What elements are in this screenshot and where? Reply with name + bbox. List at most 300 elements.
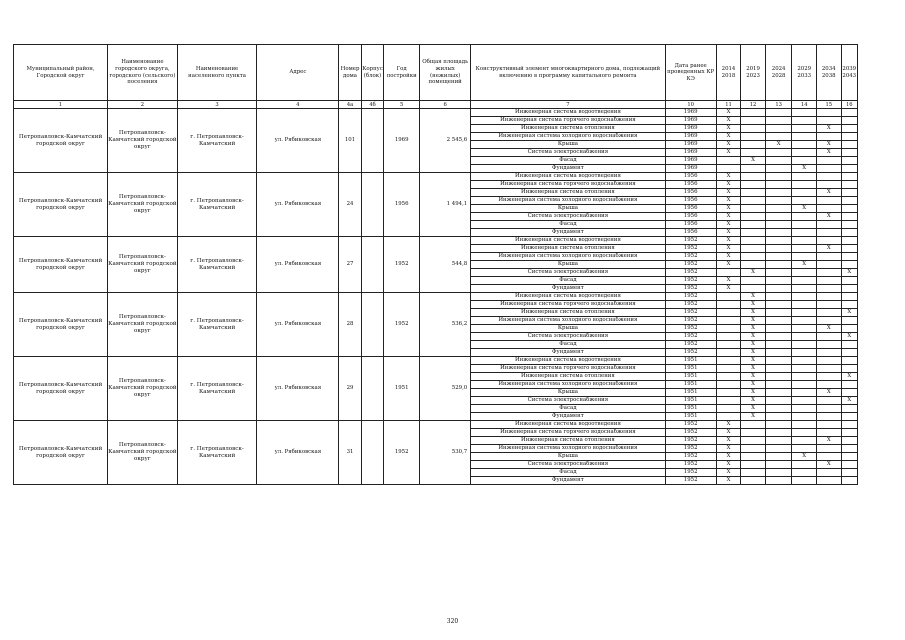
period-mark-cell xyxy=(792,213,817,221)
column-number: 16 xyxy=(841,101,857,109)
period-mark-cell: X xyxy=(716,205,741,213)
period-mark-cell: X xyxy=(716,181,741,189)
period-mark-cell: X xyxy=(816,149,841,157)
structural-element-cell: Крыша xyxy=(471,453,665,461)
period-mark-cell xyxy=(792,269,817,277)
period-mark-cell xyxy=(792,181,817,189)
period-mark-cell xyxy=(741,125,766,133)
period-mark-cell: X xyxy=(841,373,857,381)
period-mark-cell: X xyxy=(716,277,741,285)
settlement-cell: Петропавловск-Камчатский городской округ xyxy=(108,109,178,173)
period-mark-cell xyxy=(741,421,766,429)
period-mark-cell xyxy=(816,477,841,485)
period-mark-cell xyxy=(716,373,741,381)
structural-element-cell: Крыша xyxy=(471,325,665,333)
period-mark-cell xyxy=(816,469,841,477)
table-row xyxy=(14,237,858,245)
header-address: Адрес xyxy=(257,45,339,101)
period-mark-cell xyxy=(816,373,841,381)
address-cell: ул. Рябиковская xyxy=(257,357,339,421)
period-mark-cell xyxy=(841,133,857,141)
total-area-cell: 536,2 xyxy=(420,293,471,357)
period-mark-cell xyxy=(841,341,857,349)
previous-repair-date-cell: 1952 xyxy=(665,445,716,453)
locality-cell: г. Петропавловск-Камчатский xyxy=(177,173,257,237)
house-number-cell: 27 xyxy=(339,237,362,293)
period-mark-cell xyxy=(741,141,766,149)
structural-element-cell: Инженерная система холодного водоснабжения xyxy=(471,253,665,261)
period-mark-cell xyxy=(792,237,817,245)
period-mark-cell xyxy=(816,357,841,365)
period-mark-cell xyxy=(765,373,792,381)
previous-repair-date-cell: 1952 xyxy=(665,349,716,357)
period-mark-cell xyxy=(765,317,792,325)
period-mark-cell xyxy=(716,413,741,421)
period-mark-cell xyxy=(792,469,817,477)
header-structural-element: Конструктивный элемент многоквартирного дома, подлежащий включению в программу капитального ремонта xyxy=(471,45,665,101)
period-mark-cell xyxy=(741,253,766,261)
previous-repair-date-cell: 1951 xyxy=(665,365,716,373)
table-row xyxy=(14,109,858,117)
period-mark-cell: X xyxy=(741,381,766,389)
period-mark-cell xyxy=(841,149,857,157)
period-mark-cell xyxy=(792,389,817,397)
period-mark-cell: X xyxy=(716,125,741,133)
period-mark-cell xyxy=(765,205,792,213)
house-number-cell: 28 xyxy=(339,293,362,357)
period-mark-cell xyxy=(765,309,792,317)
period-mark-cell xyxy=(792,133,817,141)
period-mark-cell xyxy=(792,109,817,117)
period-mark-cell: X xyxy=(765,141,792,149)
period-mark-cell xyxy=(792,381,817,389)
period-mark-cell xyxy=(765,453,792,461)
district-cell: Петропавловск-Камчатский городской округ xyxy=(14,109,108,173)
period-mark-cell xyxy=(792,173,817,181)
period-mark-cell xyxy=(816,309,841,317)
period-mark-cell xyxy=(741,477,766,485)
previous-repair-date-cell: 1952 xyxy=(665,325,716,333)
period-mark-cell xyxy=(792,445,817,453)
page-number: 320 xyxy=(446,618,459,625)
structural-element-cell: Инженерная система холодного водоснабжения xyxy=(471,381,665,389)
period-mark-cell xyxy=(816,157,841,165)
year-built-cell: 1969 xyxy=(384,109,420,173)
period-mark-cell xyxy=(716,341,741,349)
structural-element-cell: Инженерная система отопления xyxy=(471,189,665,197)
previous-repair-date-cell: 1952 xyxy=(665,245,716,253)
previous-repair-date-cell: 1969 xyxy=(665,133,716,141)
period-mark-cell xyxy=(816,397,841,405)
period-mark-cell xyxy=(716,365,741,373)
period-mark-cell xyxy=(765,189,792,197)
total-area-cell: 530,7 xyxy=(420,421,471,485)
previous-repair-date-cell: 1952 xyxy=(665,261,716,269)
previous-repair-date-cell: 1951 xyxy=(665,357,716,365)
period-mark-cell: X xyxy=(716,469,741,477)
period-mark-cell xyxy=(716,389,741,397)
structural-element-cell: Фасад xyxy=(471,341,665,349)
settlement-cell: Петропавловск-Камчатский городской округ xyxy=(108,173,178,237)
period-mark-cell xyxy=(841,365,857,373)
structural-element-cell: Инженерная система холодного водоснабжения xyxy=(471,317,665,325)
period-mark-cell xyxy=(816,429,841,437)
period-mark-cell: X xyxy=(741,365,766,373)
period-mark-cell: X xyxy=(816,389,841,397)
period-mark-cell xyxy=(765,365,792,373)
period-mark-cell: X xyxy=(716,429,741,437)
address-cell: ул. Рябиковская xyxy=(257,109,339,173)
column-number: 6 xyxy=(420,101,471,109)
period-mark-cell xyxy=(841,453,857,461)
period-mark-cell: X xyxy=(716,437,741,445)
period-mark-cell xyxy=(816,237,841,245)
structural-element-cell: Крыша xyxy=(471,141,665,149)
period-mark-cell xyxy=(716,317,741,325)
period-mark-cell xyxy=(765,245,792,253)
period-mark-cell: X xyxy=(816,189,841,197)
period-mark-cell xyxy=(741,117,766,125)
period-mark-cell: X xyxy=(741,301,766,309)
period-mark-cell xyxy=(792,341,817,349)
structural-element-cell: Инженерная система отопления xyxy=(471,373,665,381)
structural-element-cell: Система электроснабжения xyxy=(471,461,665,469)
period-mark-cell xyxy=(792,277,817,285)
period-mark-cell xyxy=(716,357,741,365)
period-mark-cell xyxy=(765,125,792,133)
period-mark-cell xyxy=(792,405,817,413)
period-mark-cell xyxy=(841,181,857,189)
previous-repair-date-cell: 1969 xyxy=(665,141,716,149)
period-mark-cell xyxy=(841,189,857,197)
district-cell: Петропавловск-Камчатский городской округ xyxy=(14,237,108,293)
column-number: 7 xyxy=(471,101,665,109)
period-mark-cell xyxy=(841,301,857,309)
period-mark-cell xyxy=(792,349,817,357)
header-row xyxy=(14,45,858,101)
period-mark-cell xyxy=(816,221,841,229)
period-mark-cell xyxy=(765,397,792,405)
period-mark-cell xyxy=(792,477,817,485)
period-mark-cell: X xyxy=(816,213,841,221)
settlement-cell: Петропавловск-Камчатский городской округ xyxy=(108,293,178,357)
table-row xyxy=(14,293,858,301)
period-mark-cell: X xyxy=(741,373,766,381)
period-mark-cell xyxy=(765,437,792,445)
year-built-cell: 1952 xyxy=(384,293,420,357)
period-mark-cell: X xyxy=(741,413,766,421)
period-mark-cell xyxy=(765,261,792,269)
locality-cell: г. Петропавловск-Камчатский xyxy=(177,421,257,485)
previous-repair-date-cell: 1952 xyxy=(665,301,716,309)
previous-repair-date-cell: 1956 xyxy=(665,213,716,221)
period-mark-cell xyxy=(816,165,841,173)
period-mark-cell xyxy=(765,477,792,485)
period-mark-cell xyxy=(716,165,741,173)
year-built-cell: 1952 xyxy=(384,237,420,293)
previous-repair-date-cell: 1969 xyxy=(665,125,716,133)
period-mark-cell xyxy=(765,445,792,453)
period-mark-cell xyxy=(841,461,857,469)
period-mark-cell xyxy=(716,397,741,405)
period-mark-cell xyxy=(816,277,841,285)
previous-repair-date-cell: 1969 xyxy=(665,109,716,117)
period-mark-cell xyxy=(792,157,817,165)
structural-element-cell: Система электроснабжения xyxy=(471,149,665,157)
period-mark-cell xyxy=(841,157,857,165)
period-mark-cell xyxy=(765,349,792,357)
period-mark-cell xyxy=(816,381,841,389)
structural-element-cell: Инженерная система водоотведения xyxy=(471,421,665,429)
table-row xyxy=(14,357,858,365)
year-built-cell: 1951 xyxy=(384,357,420,421)
period-mark-cell xyxy=(792,229,817,237)
period-mark-cell xyxy=(816,285,841,293)
structural-element-cell: Инженерная система горячего водоснабжения xyxy=(471,301,665,309)
structural-element-cell: Фундамент xyxy=(471,413,665,421)
period-mark-cell xyxy=(765,357,792,365)
period-mark-cell: X xyxy=(792,261,817,269)
column-number: 14 xyxy=(792,101,817,109)
period-mark-cell xyxy=(716,349,741,357)
period-mark-cell xyxy=(765,325,792,333)
period-mark-cell: X xyxy=(741,157,766,165)
period-mark-cell xyxy=(816,253,841,261)
period-mark-cell xyxy=(816,333,841,341)
period-mark-cell xyxy=(765,421,792,429)
period-mark-cell xyxy=(816,293,841,301)
period-mark-cell xyxy=(765,181,792,189)
period-mark-cell xyxy=(841,245,857,253)
period-mark-cell: X xyxy=(716,245,741,253)
table-body xyxy=(14,109,858,485)
period-mark-cell xyxy=(841,469,857,477)
header-period-2029-2033: 2029 2033 xyxy=(792,45,817,101)
column-number: 5 xyxy=(384,101,420,109)
district-cell: Петропавловск-Камчатский городской округ xyxy=(14,293,108,357)
previous-repair-date-cell: 1952 xyxy=(665,333,716,341)
period-mark-cell xyxy=(792,221,817,229)
period-mark-cell: X xyxy=(716,229,741,237)
structural-element-cell: Система электроснабжения xyxy=(471,397,665,405)
period-mark-cell xyxy=(792,301,817,309)
period-mark-cell xyxy=(816,453,841,461)
header-total-area: Общая площадь жилых (нежилых) помещений xyxy=(420,45,471,101)
structural-element-cell: Система электроснабжения xyxy=(471,213,665,221)
period-mark-cell xyxy=(792,413,817,421)
header-district: Муниципальный район, Городской округ xyxy=(14,45,108,101)
period-mark-cell xyxy=(841,237,857,245)
total-area-cell: 529,0 xyxy=(420,357,471,421)
period-mark-cell xyxy=(741,221,766,229)
header-period-2039-2043: 2039 2043 xyxy=(841,45,857,101)
period-mark-cell xyxy=(765,165,792,173)
period-mark-cell: X xyxy=(716,189,741,197)
locality-cell: г. Петропавловск-Камчатский xyxy=(177,237,257,293)
column-number: 13 xyxy=(765,101,792,109)
structural-element-cell: Инженерная система горячего водоснабжения xyxy=(471,117,665,125)
period-mark-cell xyxy=(841,253,857,261)
previous-repair-date-cell: 1952 xyxy=(665,477,716,485)
period-mark-cell xyxy=(816,341,841,349)
year-built-cell: 1952 xyxy=(384,421,420,485)
period-mark-cell xyxy=(716,301,741,309)
previous-repair-date-cell: 1952 xyxy=(665,237,716,245)
structural-element-cell: Фундамент xyxy=(471,229,665,237)
period-mark-cell xyxy=(741,181,766,189)
structural-element-cell: Фасад xyxy=(471,157,665,165)
period-mark-cell xyxy=(765,469,792,477)
period-mark-cell xyxy=(841,277,857,285)
locality-cell: г. Петропавловск-Камчатский xyxy=(177,357,257,421)
period-mark-cell: X xyxy=(816,125,841,133)
period-mark-cell xyxy=(816,365,841,373)
period-mark-cell xyxy=(816,181,841,189)
period-mark-cell xyxy=(792,397,817,405)
period-mark-cell: X xyxy=(716,477,741,485)
period-mark-cell xyxy=(841,405,857,413)
period-mark-cell: X xyxy=(741,325,766,333)
period-mark-cell xyxy=(792,141,817,149)
period-mark-cell xyxy=(716,325,741,333)
period-mark-cell xyxy=(792,189,817,197)
period-mark-cell xyxy=(765,333,792,341)
period-mark-cell: X xyxy=(716,117,741,125)
settlement-cell: Петропавловск-Камчатский городской округ xyxy=(108,421,178,485)
period-mark-cell xyxy=(741,245,766,253)
period-mark-cell xyxy=(716,309,741,317)
column-number: 2 xyxy=(108,101,178,109)
total-area-cell: 1 494,1 xyxy=(420,173,471,237)
period-mark-cell xyxy=(841,109,857,117)
period-mark-cell: X xyxy=(792,453,817,461)
period-mark-cell: X xyxy=(716,149,741,157)
period-mark-cell xyxy=(841,205,857,213)
period-mark-cell xyxy=(792,461,817,469)
period-mark-cell: X xyxy=(792,205,817,213)
house-number-cell: 31 xyxy=(339,421,362,485)
period-mark-cell xyxy=(841,285,857,293)
period-mark-cell xyxy=(841,357,857,365)
period-mark-cell xyxy=(741,461,766,469)
period-mark-cell: X xyxy=(716,253,741,261)
period-mark-cell xyxy=(816,173,841,181)
structural-element-cell: Крыша xyxy=(471,389,665,397)
header-period-2019-2023: 2019 2023 xyxy=(741,45,766,101)
period-mark-cell xyxy=(816,205,841,213)
period-mark-cell xyxy=(816,349,841,357)
header-period-2014-2018: 2014 2018 xyxy=(716,45,741,101)
house-number-cell: 101 xyxy=(339,109,362,173)
structural-element-cell: Фундамент xyxy=(471,285,665,293)
previous-repair-date-cell: 1952 xyxy=(665,269,716,277)
header-period-2024-2028: 2024 2028 xyxy=(765,45,792,101)
total-area-cell: 544,8 xyxy=(420,237,471,293)
column-number: 4б xyxy=(361,101,384,109)
previous-repair-date-cell: 1951 xyxy=(665,373,716,381)
structural-element-cell: Фундамент xyxy=(471,165,665,173)
period-mark-cell xyxy=(841,117,857,125)
period-mark-cell xyxy=(792,357,817,365)
previous-repair-date-cell: 1969 xyxy=(665,117,716,125)
header-house-number: Номер дома xyxy=(339,45,362,101)
period-mark-cell: X xyxy=(741,317,766,325)
structural-element-cell: Инженерная система водоотведения xyxy=(471,293,665,301)
column-number: 4 xyxy=(257,101,339,109)
structural-element-cell: Фасад xyxy=(471,277,665,285)
previous-repair-date-cell: 1952 xyxy=(665,285,716,293)
previous-repair-date-cell: 1969 xyxy=(665,149,716,157)
period-mark-cell xyxy=(841,221,857,229)
structural-element-cell: Фасад xyxy=(471,405,665,413)
period-mark-cell xyxy=(716,293,741,301)
period-mark-cell xyxy=(841,213,857,221)
structural-element-cell: Инженерная система водоотведения xyxy=(471,173,665,181)
house-number-cell: 24 xyxy=(339,173,362,237)
table-row xyxy=(14,421,858,429)
period-mark-cell xyxy=(792,333,817,341)
previous-repair-date-cell: 1952 xyxy=(665,469,716,477)
period-mark-cell xyxy=(816,317,841,325)
previous-repair-date-cell: 1952 xyxy=(665,277,716,285)
previous-repair-date-cell: 1952 xyxy=(665,309,716,317)
period-mark-cell: X xyxy=(816,141,841,149)
period-mark-cell: X xyxy=(716,133,741,141)
period-mark-cell: X xyxy=(741,357,766,365)
period-mark-cell xyxy=(841,165,857,173)
period-mark-cell xyxy=(765,341,792,349)
period-mark-cell xyxy=(765,253,792,261)
period-mark-cell: X xyxy=(716,237,741,245)
period-mark-cell: X xyxy=(716,261,741,269)
period-mark-cell xyxy=(765,229,792,237)
address-cell: ул. Рябиковская xyxy=(257,173,339,237)
period-mark-cell xyxy=(765,405,792,413)
period-mark-cell xyxy=(765,293,792,301)
period-mark-cell xyxy=(792,293,817,301)
structural-element-cell: Инженерная система горячего водоснабжения xyxy=(471,429,665,437)
previous-repair-date-cell: 1951 xyxy=(665,381,716,389)
previous-repair-date-cell: 1952 xyxy=(665,461,716,469)
previous-repair-date-cell: 1952 xyxy=(665,341,716,349)
period-mark-cell xyxy=(816,197,841,205)
period-mark-cell: X xyxy=(716,445,741,453)
header-settlement: Наименование городского округа, городского (сельского) поселения xyxy=(108,45,178,101)
column-number: 1 xyxy=(14,101,108,109)
period-mark-cell xyxy=(765,461,792,469)
period-mark-cell xyxy=(792,325,817,333)
period-mark-cell xyxy=(741,229,766,237)
period-mark-cell xyxy=(741,453,766,461)
structural-element-cell: Фундамент xyxy=(471,349,665,357)
locality-cell: г. Петропавловск-Камчатский xyxy=(177,293,257,357)
locality-cell: г. Петропавловск-Камчатский xyxy=(177,109,257,173)
year-built-cell: 1956 xyxy=(384,173,420,237)
period-mark-cell xyxy=(792,245,817,253)
period-mark-cell xyxy=(841,317,857,325)
period-mark-cell xyxy=(792,437,817,445)
header-block: Корпус (блок) xyxy=(361,45,384,101)
period-mark-cell xyxy=(765,301,792,309)
period-mark-cell xyxy=(841,445,857,453)
previous-repair-date-cell: 1951 xyxy=(665,405,716,413)
period-mark-cell xyxy=(765,237,792,245)
period-mark-cell xyxy=(816,301,841,309)
period-mark-cell xyxy=(716,405,741,413)
period-mark-cell: X xyxy=(716,141,741,149)
period-mark-cell xyxy=(741,285,766,293)
settlement-cell: Петропавловск-Камчатский городской округ xyxy=(108,357,178,421)
